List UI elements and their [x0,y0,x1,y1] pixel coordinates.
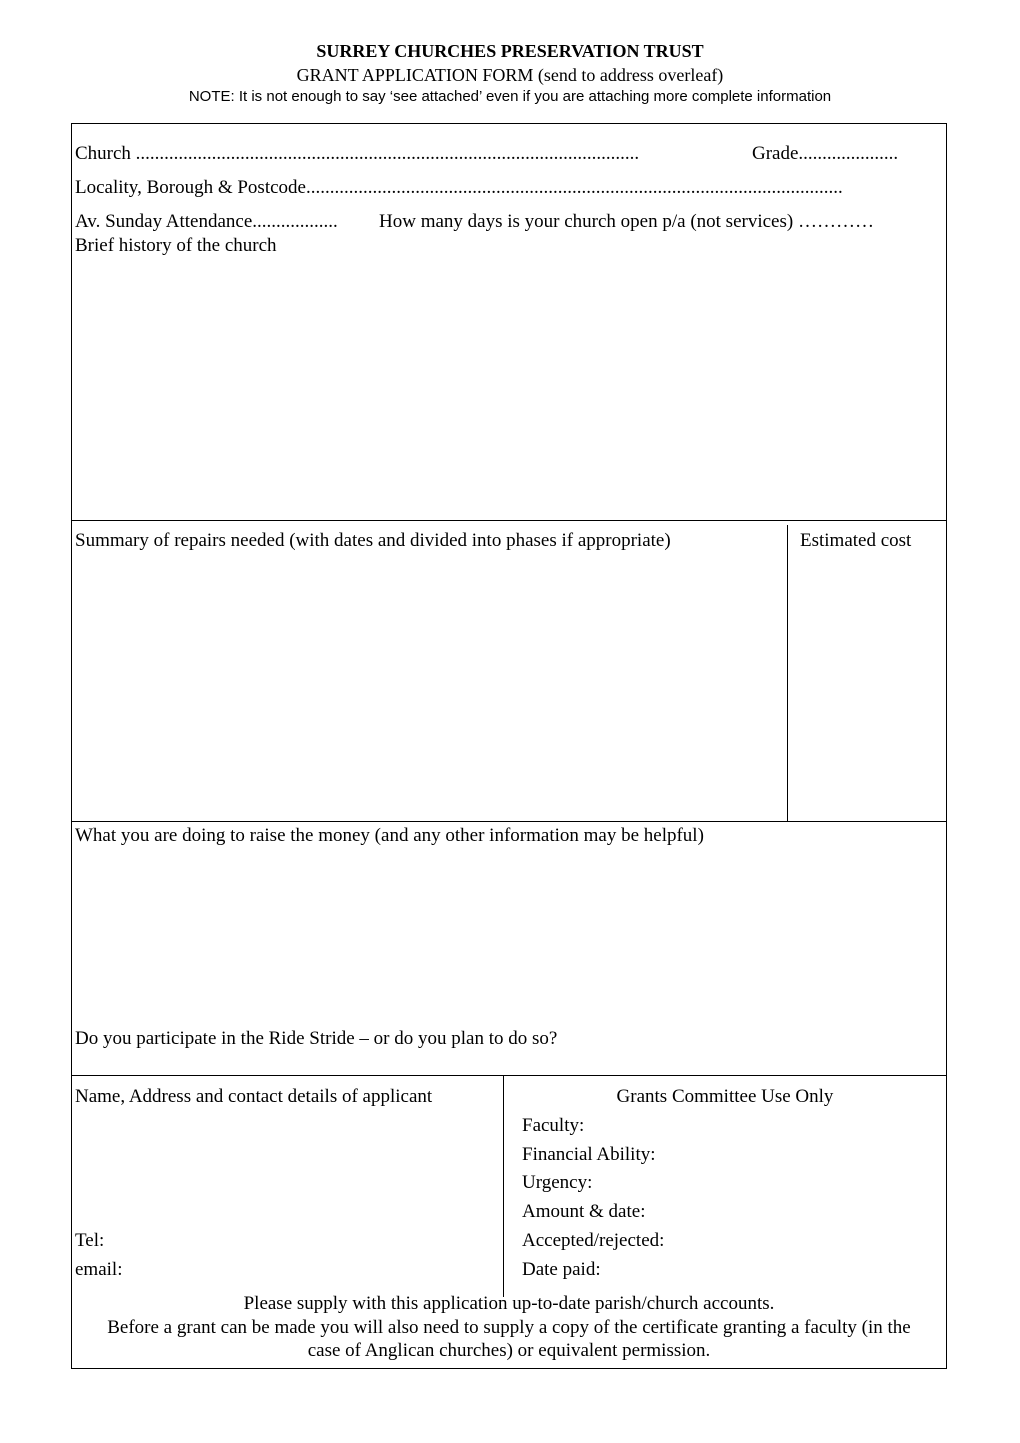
section-divider-3 [71,1075,947,1076]
applicant-label: Name, Address and contact details of applicant [75,1086,433,1107]
form-note: NOTE: It is not enough to say ‘see attached’ even if you are attaching more complete information [188,88,832,105]
locality-field[interactable]: Locality, Borough & Postcode................................................................................................................. [75,177,843,198]
cost-input-area[interactable] [789,556,945,820]
section-divider-2 [71,821,947,822]
applicant-input-area[interactable] [72,1112,502,1228]
repairs-input-area[interactable] [72,556,786,820]
fundraising-label: What you are doing to raise the money (and any other information may be helpful) [75,825,704,846]
footer-line-3: case of Anglican churches) or equivalent permission. [307,1340,711,1361]
footer-line-2: Before a grant can be made you will also need to supply a copy of the certificate granting a faculty (in the [107,1317,911,1338]
table-border-bottom [71,1368,947,1369]
committee-financial-ability: Financial Ability: [522,1144,656,1165]
grade-field[interactable]: Grade..................... [752,143,899,164]
form-subtitle: GRANT APPLICATION FORM (send to address overleaf) [296,65,724,85]
repairs-label: Summary of repairs needed (with dates and divided into phases if appropriate) [75,530,671,551]
history-label: Brief history of the church [75,235,277,256]
cost-label: Estimated cost [800,530,912,551]
committee-amount-date: Amount & date: [522,1201,646,1222]
footer-line-1: Please supply with this application up-to-date parish/church accounts. [243,1293,775,1314]
tel-field[interactable]: Tel: [75,1230,105,1251]
church-field[interactable]: Church .......................................................................................................... [75,143,640,164]
ride-stride-question: Do you participate in the Ride Stride – or do you plan to do so? [75,1028,558,1049]
table-border-right [946,123,947,1369]
committee-urgency: Urgency: [522,1172,593,1193]
committee-accepted-rejected: Accepted/rejected: [522,1230,665,1251]
history-input-area[interactable] [72,260,946,518]
committee-title: Grants Committee Use Only [616,1086,834,1107]
attendance-field[interactable]: Av. Sunday Attendance.................. [75,211,338,232]
committee-date-paid: Date paid: [522,1259,601,1280]
section-divider-1 [71,520,947,521]
fundraising-input-area[interactable] [72,850,946,1020]
committee-faculty: Faculty: [522,1115,585,1136]
form-title: SURREY CHURCHES PRESERVATION TRUST [316,41,704,61]
email-field[interactable]: email: [75,1259,123,1280]
table-border-top [71,123,947,124]
cost-column-divider [787,525,788,821]
days-open-field[interactable]: How many days is your church open p/a (not services) ………… [379,211,874,232]
committee-column-divider [503,1075,504,1297]
